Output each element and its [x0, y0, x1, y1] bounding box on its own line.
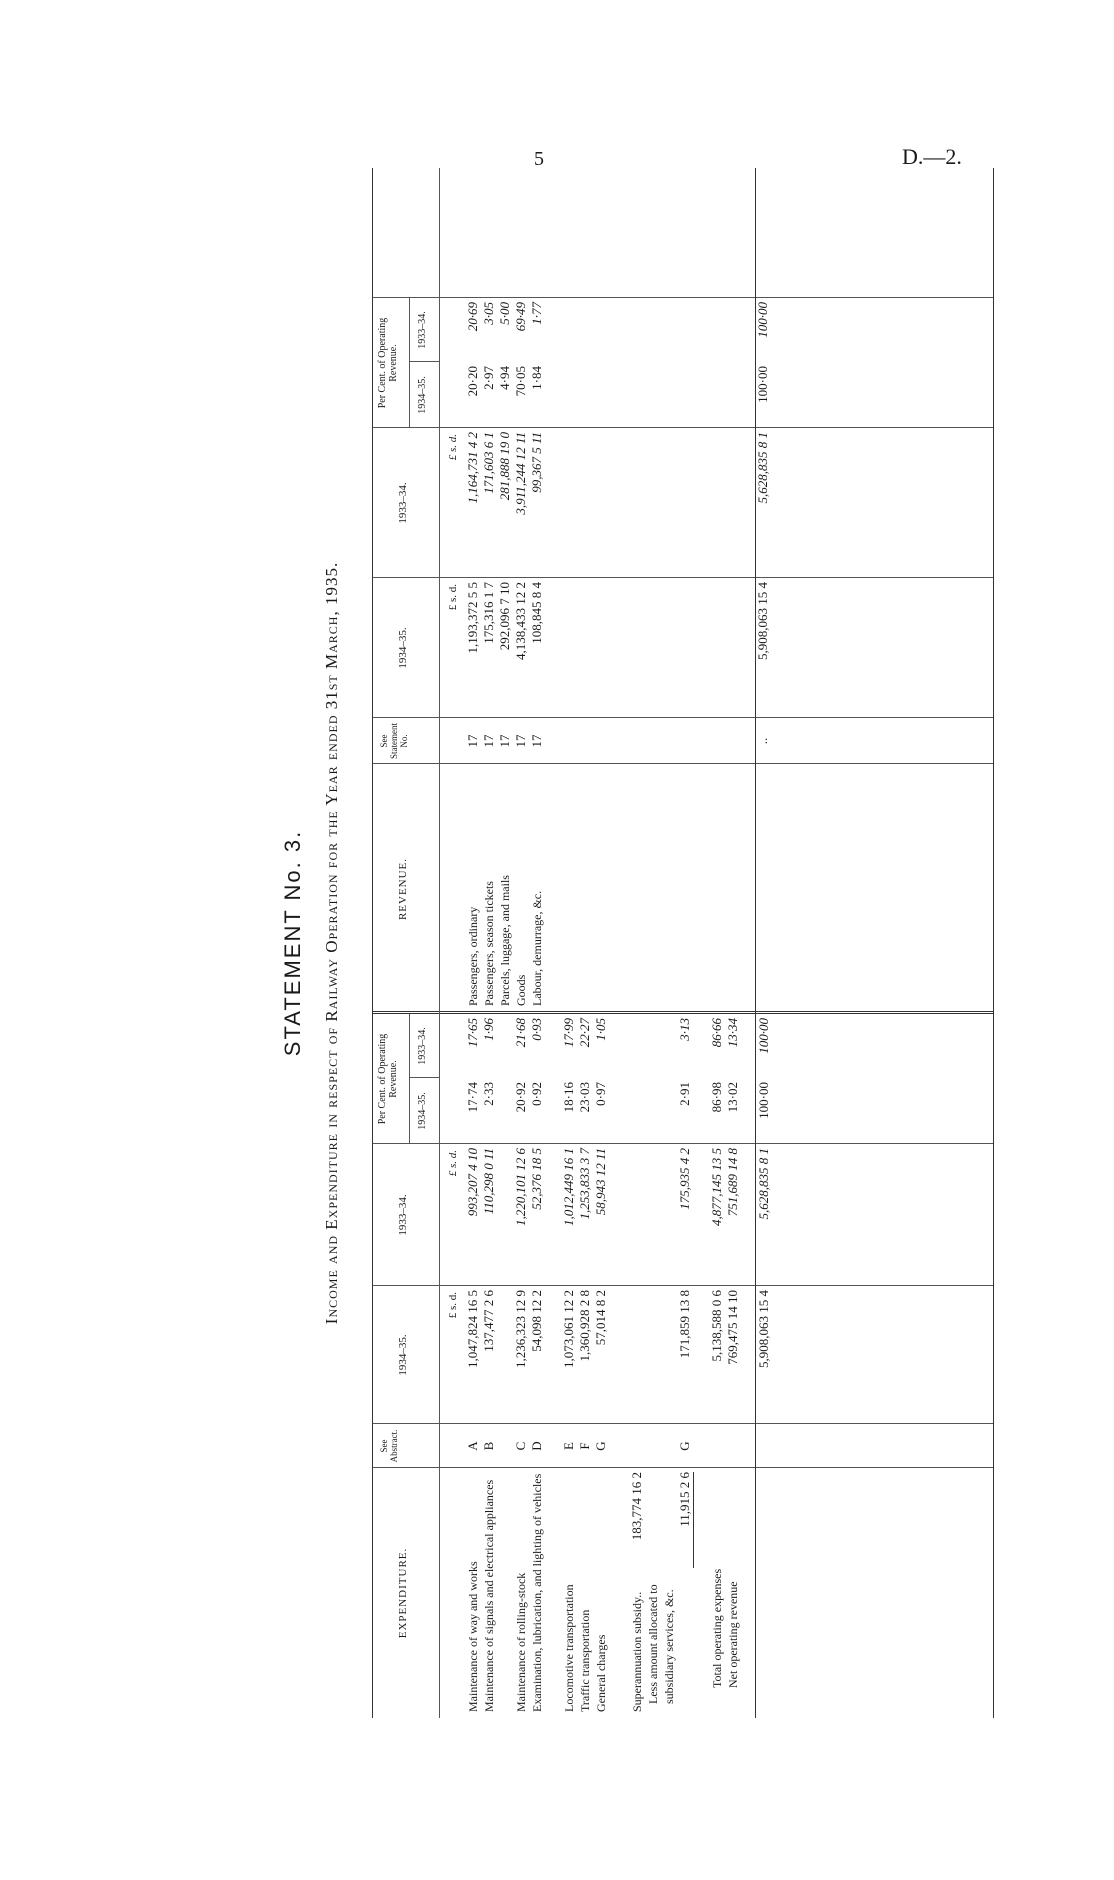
pct-1934-35: 13·02 — [725, 1082, 740, 1113]
pct-1934-35: 2·97 — [481, 366, 496, 390]
units-row — [445, 430, 461, 578]
amount-1933-34: 52,376 18 5 — [529, 1148, 544, 1210]
document-reference: D.—2. — [902, 144, 962, 169]
superannuation-amount: 183,774 16 2 — [629, 1472, 644, 1541]
revenue-row — [497, 168, 513, 1718]
amount-1933-34: 171,603 6 1 — [481, 432, 496, 494]
expenditure-label: Maintenance of rolling-stock — [514, 1572, 528, 1712]
units-row — [445, 580, 461, 718]
amount-1934-35: 175,316 1 7 — [481, 582, 496, 644]
abstract-ref: E — [561, 1442, 576, 1450]
expenditure-row — [561, 168, 577, 1718]
statement-ref: .. — [755, 737, 770, 745]
amount-1934-35: 1,193,372 5 5 — [465, 582, 480, 654]
total-label: Net operating revenue — [726, 1581, 740, 1688]
amount-1934-35: 54,098 12 2 — [529, 1290, 544, 1352]
revenue-row — [481, 168, 497, 1718]
grand-amount-1934-35: 5,908,063 15 4 — [756, 1290, 771, 1368]
see-statement-header: See Statement No. — [379, 723, 409, 759]
statement-ref: 17 — [497, 734, 512, 748]
units-label: £ s. d. — [447, 1150, 459, 1177]
units-row — [445, 1288, 461, 1424]
expenditure-total-row — [709, 168, 725, 1718]
expenditure-pct-a-header: 1934–35. — [417, 1092, 428, 1130]
expenditure-year-b-header: 1933–34. — [397, 1194, 409, 1236]
expenditure-pct-b-header: 1933–34. — [417, 1027, 428, 1065]
pct-1933-34: 3·05 — [481, 302, 496, 325]
pct-1934-35: 70·05 — [513, 366, 528, 397]
pct-1934-35: 0·97 — [593, 1082, 608, 1106]
expenditure-header: EXPENDITURE. — [397, 1547, 409, 1639]
statement-ref: 17 — [529, 734, 544, 748]
amount-1934-35: 5,138,588 0 6 — [709, 1290, 724, 1362]
pct-1934-35: 17·74 — [465, 1082, 480, 1113]
pct-1933-34: 20·69 — [465, 302, 480, 332]
amount-1933-34: 281,888 19 0 — [497, 432, 512, 501]
expenditure-total-row — [725, 168, 741, 1718]
revenue-label: Labour, demurrage, &c. — [530, 890, 544, 1006]
units-label: £ s. d. — [447, 434, 459, 461]
revenue-pct-a-header: 1934–35. — [417, 376, 428, 414]
abstract-ref: C — [513, 1441, 528, 1451]
abstract-ref: F — [577, 1442, 592, 1450]
amount-1933-34: 4,877,145 13 5 — [709, 1148, 724, 1226]
expenditure-label: Locomotive transportation — [562, 1584, 576, 1712]
revenue-pct-header: Per Cent. of Operating Revenue. — [377, 317, 399, 409]
pct-header-rule — [409, 1014, 410, 1144]
amount-1934-35: 57,014 8 2 — [593, 1290, 608, 1346]
superannuation-net-row — [677, 168, 693, 1718]
grand-pct-1934-35: 100·00 — [755, 366, 770, 403]
pct-1933-34: 5·00 — [497, 302, 512, 325]
pct-1934-35: 23·03 — [577, 1082, 592, 1113]
income-expenditure-table — [372, 168, 994, 1718]
expenditure-row — [577, 168, 593, 1718]
page-number: 5 — [534, 148, 544, 170]
amount-1934-35: 1,236,323 12 9 — [513, 1290, 528, 1368]
pct-1934-35: 4·94 — [497, 366, 512, 390]
see-abstract-header: See Abstract. — [379, 1429, 399, 1463]
amount-1933-34: 3,911,244 12 11 — [513, 432, 528, 515]
revenue-label: Passengers, season tickets — [482, 881, 496, 1006]
pct-1933-34: 22·27 — [577, 1018, 592, 1048]
statement-ref: 17 — [465, 734, 480, 748]
abstract-ref: B — [481, 1441, 496, 1451]
statement-ref: 17 — [513, 734, 528, 748]
abstract-ref: G — [593, 1441, 608, 1451]
amount-1934-35: 1,360,928 2 8 — [577, 1290, 592, 1362]
expenditure-label: Maintenance of way and works — [466, 1561, 480, 1712]
amount-1934-35: 1,047,824 16 5 — [465, 1290, 480, 1368]
header-rule — [439, 168, 440, 1718]
amount-1933-34: 1,012,449 16 1 — [561, 1148, 576, 1226]
amount-1933-34: 110,298 0 11 — [481, 1148, 496, 1215]
abstract-ref: G — [677, 1441, 692, 1451]
grand-pct-1934-35: 100·00 — [756, 1082, 771, 1119]
revenue-year-a-header: 1934–35. — [397, 627, 409, 669]
pct-1934-35: 86·98 — [709, 1082, 724, 1113]
pct-1933-34: 69·49 — [513, 302, 528, 332]
pct-1934-35: 2·33 — [481, 1082, 496, 1106]
expenditure-label: General charges — [594, 1634, 608, 1712]
pct-1934-35: 0·92 — [529, 1082, 544, 1106]
pct-header-rule — [409, 298, 410, 428]
amount-1933-34: 58,943 12 11 — [593, 1148, 608, 1216]
expenditure-label: Maintenance of signals and electrical appliances — [482, 1479, 496, 1712]
units-label: £ s. d. — [447, 584, 459, 611]
amount-1933-34: 993,207 4 10 — [465, 1148, 480, 1217]
amount-1933-34: 1,253,833 3 7 — [577, 1148, 592, 1220]
expenditure-year-a-header: 1934–35. — [397, 1334, 409, 1376]
grand-pct-1933-34: 100·00 — [756, 1018, 771, 1054]
superannuation-less-label: Less amount allocated to subsidiary services, &c. — [646, 1584, 676, 1704]
grand-amount-1933-34: 5,628,835 8 1 — [755, 432, 770, 504]
amount-1934-35: 769,475 14 10 — [725, 1290, 740, 1365]
amount-1934-35: 4,138,433 12 2 — [513, 582, 528, 660]
pct-1933-34: 17·99 — [561, 1018, 576, 1048]
revenue-label: Parcels, luggage, and mails — [498, 875, 512, 1006]
statement-title: STATEMENT No. 3. — [280, 829, 305, 1057]
revenue-row — [513, 168, 529, 1718]
pct-1933-34: 86·66 — [709, 1018, 724, 1048]
revenue-grand-total-row — [755, 168, 771, 1718]
abstract-ref: A — [465, 1441, 480, 1451]
expenditure-label: Examination, lubrication, and lighting of vehicles — [530, 1473, 544, 1712]
pct-1933-34: 17·65 — [465, 1018, 480, 1048]
pct-1933-34: 1·05 — [593, 1018, 608, 1041]
amount-1933-34: 175,935 4 2 — [677, 1148, 692, 1210]
pct-1933-34: 21·68 — [513, 1018, 528, 1048]
amount-1934-35: 292,096 7 10 — [497, 582, 512, 651]
revenue-header: REVENUE. — [397, 857, 409, 921]
amount-1934-35: 1,073,061 12 2 — [561, 1290, 576, 1368]
amount-1933-34: 1,220,101 12 6 — [513, 1148, 528, 1226]
pct-1933-34: 13·34 — [725, 1018, 740, 1048]
amount-1934-35: 171,859 13 8 — [677, 1290, 692, 1359]
pct-1933-34: 1·77 — [529, 302, 544, 325]
amount-1933-34: 1,164,731 4 2 — [465, 432, 480, 504]
statement-ref: 17 — [481, 734, 496, 748]
superannuation-less-amount: 11,915 2 6 — [677, 1472, 694, 1568]
statement-subtitle: Income and Expenditure in respect of Railway Operation for the Year ended 31st March, 1935. — [322, 561, 341, 1325]
revenue-pct-b-header: 1933–34. — [417, 311, 428, 349]
superannuation-row — [629, 168, 645, 1718]
expenditure-label: Traffic transportation — [578, 1609, 592, 1712]
superannuation-less-row — [645, 168, 676, 1718]
abstract-ref: D — [529, 1441, 544, 1451]
revenue-label: Passengers, ordinary — [466, 906, 480, 1006]
grand-pct-1933-34: 100·00 — [755, 302, 770, 338]
pct-1933-34: 0·93 — [529, 1018, 544, 1041]
pct-1934-35: 1·84 — [529, 366, 544, 390]
revenue-year-b-header: 1933–34. — [397, 482, 409, 524]
pct-1934-35: 2·91 — [677, 1082, 692, 1106]
amount-1934-35: 137,477 2 6 — [481, 1290, 496, 1352]
pct-1934-35: 20·92 — [513, 1082, 528, 1113]
units-row — [445, 1146, 461, 1286]
units-label: £ s. d. — [447, 1292, 459, 1319]
expenditure-row — [593, 168, 609, 1718]
pct-1933-34: 3·13 — [677, 1018, 692, 1041]
pct-1933-34: 1·96 — [481, 1018, 496, 1041]
grand-amount-1933-34: 5,628,835 8 1 — [756, 1148, 771, 1220]
rotated-statement-sheet — [280, 168, 1000, 1718]
superannuation-label: Superannuation subsidy.. — [630, 1591, 644, 1712]
revenue-row — [529, 168, 545, 1718]
revenue-label: Goods — [514, 974, 528, 1006]
amount-1933-34: 751,689 14 8 — [725, 1148, 740, 1217]
total-label: Total operating expenses — [710, 1568, 724, 1688]
pct-1934-35: 18·16 — [561, 1082, 576, 1113]
amount-1934-35: 108,845 8 4 — [529, 582, 544, 644]
amount-1933-34: 99,367 5 11 — [529, 432, 544, 493]
revenue-row — [465, 168, 481, 1718]
grand-amount-1934-35: 5,908,063 15 4 — [755, 582, 770, 660]
expenditure-pct-header: Per Cent. of Operating Revenue. — [377, 1033, 399, 1125]
pct-1934-35: 20·20 — [465, 366, 480, 397]
